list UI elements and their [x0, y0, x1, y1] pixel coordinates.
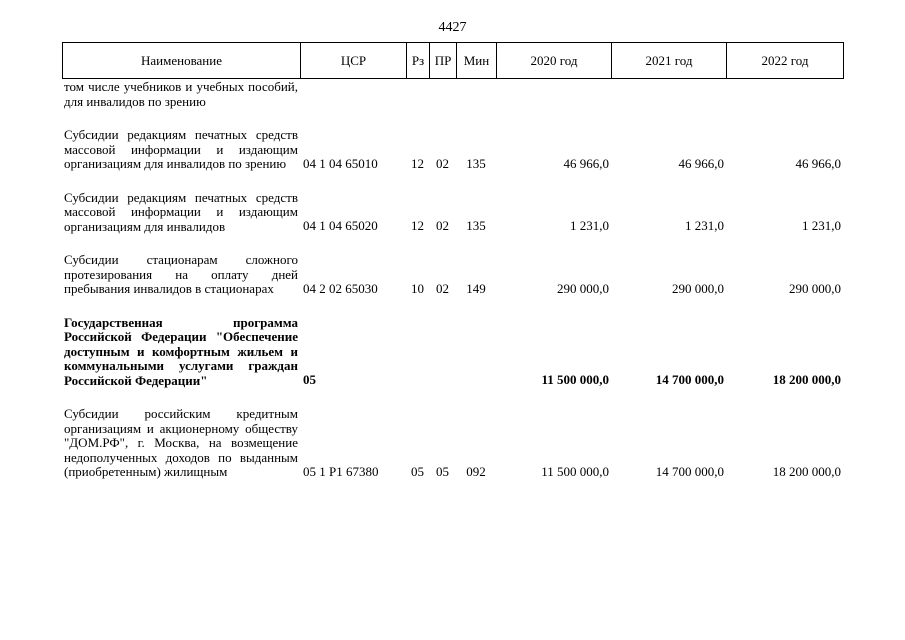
row-csr: 04 2 02 65030: [303, 280, 378, 296]
column-header-2022: 2022 год: [727, 43, 844, 79]
row-rz: 10: [411, 280, 424, 296]
row-name: Субсидии редакциям печатных средств массовой информации и издающим организациям для инвалидов: [64, 189, 298, 234]
row-min: [456, 316, 496, 408]
row-min: 149: [466, 280, 486, 296]
row-rz: 05: [411, 463, 424, 479]
row-rz: [406, 316, 429, 408]
table-row: [62, 253, 843, 316]
column-header-2020: 2020 год: [497, 43, 612, 79]
page-number: 4427: [438, 20, 467, 35]
row-pr: [429, 80, 456, 128]
row-csr: 04 1 04 65010: [303, 155, 378, 171]
row-pr: [429, 316, 456, 408]
column-header-csr: ЦСР: [301, 43, 407, 79]
row-value-2021: 14 700 000,0: [655, 463, 724, 479]
row-value-2022: 18 200 000,0: [772, 372, 841, 387]
row-name: Государственная программа Российской Федерации "Обеспечение доступным и комфортным жильем и коммунальными услугами граждан Российской Федерации": [64, 314, 298, 388]
table-row: [62, 191, 843, 254]
column-header-rz: Рз: [407, 43, 430, 79]
column-header-name: Наименование: [63, 43, 301, 79]
row-value-2022: [726, 80, 843, 128]
row-value-2021: 290 000,0: [672, 280, 724, 296]
row-value-2020: 1 231,0: [570, 218, 609, 233]
row-value-2022: 18 200 000,0: [772, 463, 841, 479]
row-rz: 12: [411, 218, 424, 233]
row-value-2020: 11 500 000,0: [541, 372, 609, 387]
column-header-pr: ПР: [430, 43, 457, 79]
table-row: [62, 128, 843, 191]
row-rz: [406, 80, 429, 128]
row-min: 135: [466, 218, 486, 233]
column-header-2021: 2021 год: [612, 43, 727, 79]
table-row: [62, 407, 843, 480]
row-value-2022: 1 231,0: [802, 218, 841, 233]
table-header: [62, 42, 844, 79]
row-value-2021: [611, 80, 726, 128]
row-pr: 02: [436, 280, 449, 296]
table-row-program: [62, 316, 843, 408]
row-csr: 05: [303, 372, 316, 387]
row-min: 092: [466, 463, 486, 479]
row-value-2021: 14 700 000,0: [655, 372, 724, 387]
row-min: 135: [466, 155, 486, 171]
row-pr: 02: [436, 218, 449, 233]
table-row: [62, 80, 843, 128]
row-name: Субсидии российским кредитным организациям и акционерному обществу "ДОМ.РФ", г. Москва, на возмещение недополученных доходов по выданным (приобретенным) жилищным: [64, 406, 298, 479]
column-header-min: Мин: [457, 43, 497, 79]
row-min: [456, 80, 496, 128]
row-value-2022: 290 000,0: [789, 280, 841, 296]
row-pr: 05: [436, 463, 449, 479]
row-csr: 04 1 04 65020: [303, 218, 378, 233]
row-value-2020: 290 000,0: [557, 280, 609, 296]
row-name: Субсидии стационарам сложного протезирования на оплату дней пребывания инвалидов в стационарах: [64, 252, 298, 296]
budget-table: [62, 80, 843, 480]
row-value-2021: 1 231,0: [685, 218, 724, 233]
row-csr: [300, 80, 406, 128]
row-value-2020: 11 500 000,0: [541, 463, 609, 479]
row-rz: 12: [411, 155, 424, 171]
row-value-2020: 46 966,0: [563, 155, 609, 171]
row-value-2020: [496, 80, 611, 128]
row-csr: 05 1 P1 67380: [303, 463, 379, 479]
row-pr: 02: [436, 155, 449, 171]
row-name: том числе учебников и учебных пособий, для инвалидов по зрению: [64, 79, 298, 109]
row-name: Субсидии редакциям печатных средств массовой информации и издающим организациям для инвалидов по зрению: [64, 127, 298, 171]
row-value-2022: 46 966,0: [795, 155, 841, 171]
row-value-2021: 46 966,0: [678, 155, 724, 171]
